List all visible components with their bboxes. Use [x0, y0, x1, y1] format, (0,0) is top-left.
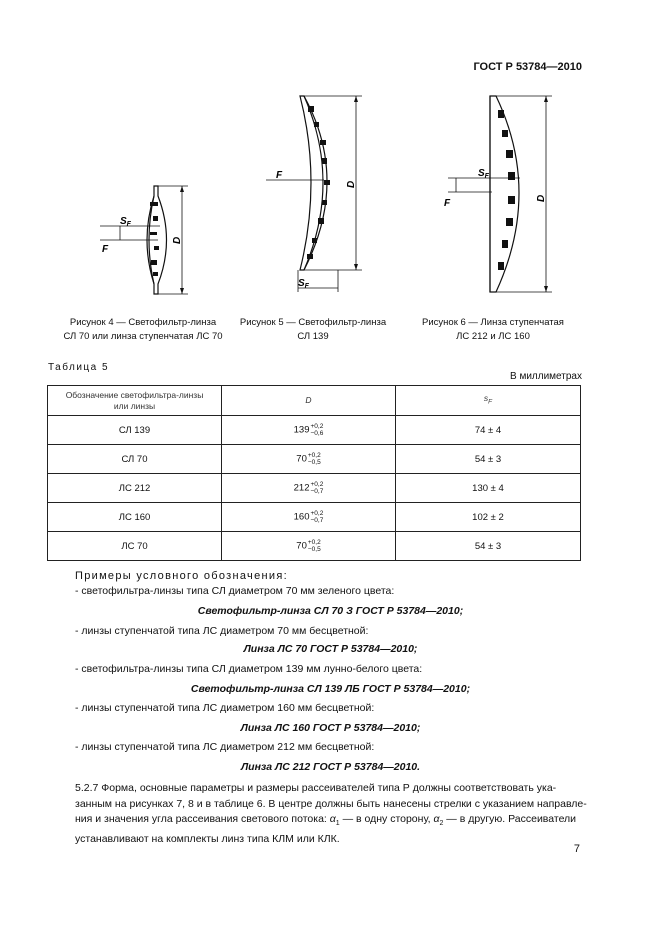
figure-5-drawing [262, 92, 372, 300]
data-table [47, 385, 581, 561]
figure-4-drawing [80, 180, 200, 305]
example-text: - линзы ступенчатой типа ЛС диаметром 160 мм бесцветной: [75, 702, 375, 714]
example-designation: Линза ЛС 212 ГОСТ Р 53784—2010. [240, 761, 421, 773]
table-row: СЛ 139 139+0,2 −0,6 74 ± 4 [48, 416, 581, 445]
table-row: ЛС 212 212+0,2 −0,7 130 ± 4 [48, 474, 581, 503]
fig4-d-label: D [172, 236, 183, 244]
fig5-s-label: $S_F$ [298, 278, 309, 290]
example-text: - линзы ступенчатой типа ЛС диаметром 212 мм бесцветной: [75, 741, 375, 753]
figure-6-drawing [430, 92, 555, 302]
figure-5-caption: Рисунок 5 — Светофильтр-линза СЛ 139 [239, 317, 387, 342]
table-row: ЛС 160 160+0,2 −0,7 102 ± 2 [48, 503, 581, 532]
page-number: 7 [573, 843, 580, 855]
fig5-f-label: F [276, 170, 283, 181]
table-header-row [48, 386, 581, 416]
header-designation: Обозначение светофильтра-линзы или линзы [48, 386, 222, 416]
table-title: Таблица 5 [48, 362, 110, 373]
fig4-f-label: F [102, 244, 109, 255]
table-row: СЛ 70 70+0,2 −0,5 54 ± 3 [48, 445, 581, 474]
paragraph-5-2-7: 5.2.7 Форма, основные параметры и размеры рассеивателей типа Р должны соответствовать ука- занным на рисунках 7, 8 и в таблице 6. В центре должны быть нанесены стрелки с указанием направле- ния и значения угла рассеивания светового потока: $\alpha_1$ — в одну сторону, $\alpha_2$ — в другую. Рассеиватели устанавливают на комплекты линз типа КЛМ или КЛК. [75, 782, 587, 845]
examples-title: Примеры условного обозначения: [75, 570, 288, 582]
fig6-d-label: D [536, 194, 547, 202]
example-designation: Светофильтр-линза СЛ 139 ЛБ ГОСТ Р 53784—2010; [190, 683, 471, 695]
example-text: - светофильтра-линзы типа СЛ диаметром 70 мм зеленого цвета: [75, 585, 395, 597]
header-d: D [222, 386, 396, 416]
header-sf: $s_F$ [396, 386, 581, 416]
table-row: ЛС 70 70+0,2 −0,5 54 ± 3 [48, 532, 581, 561]
example-designation: Линза ЛС 160 ГОСТ Р 53784—2010; [240, 722, 421, 734]
document-header: ГОСТ Р 53784—2010 [473, 61, 582, 73]
example-text: - линзы ступенчатой типа ЛС диаметром 70 мм бесцветной: [75, 625, 369, 637]
example-designation: Светофильтр-линза СЛ 70 З ГОСТ Р 53784—2010; [197, 605, 464, 617]
figure-4-caption: Рисунок 4 — Светофильтр-линза СЛ 70 или линза ступенчатая ЛС 70 [63, 317, 223, 342]
fig4-s-label: $S_F$ [120, 216, 131, 228]
fig6-f-label: F [444, 198, 451, 209]
example-designation: Линза ЛС 70 ГОСТ Р 53784—2010; [243, 643, 418, 655]
fig5-d-label: D [346, 180, 357, 188]
figure-6-caption: Рисунок 6 — Линза ступенчатая ЛС 212 и ЛС 160 [422, 317, 564, 342]
fig6-s-label: $S_F$ [478, 168, 489, 180]
table-units: В миллиметрах [510, 371, 582, 382]
example-text: - светофильтра-линзы типа СЛ диаметром 139 мм лунно-белого цвета: [75, 663, 423, 675]
